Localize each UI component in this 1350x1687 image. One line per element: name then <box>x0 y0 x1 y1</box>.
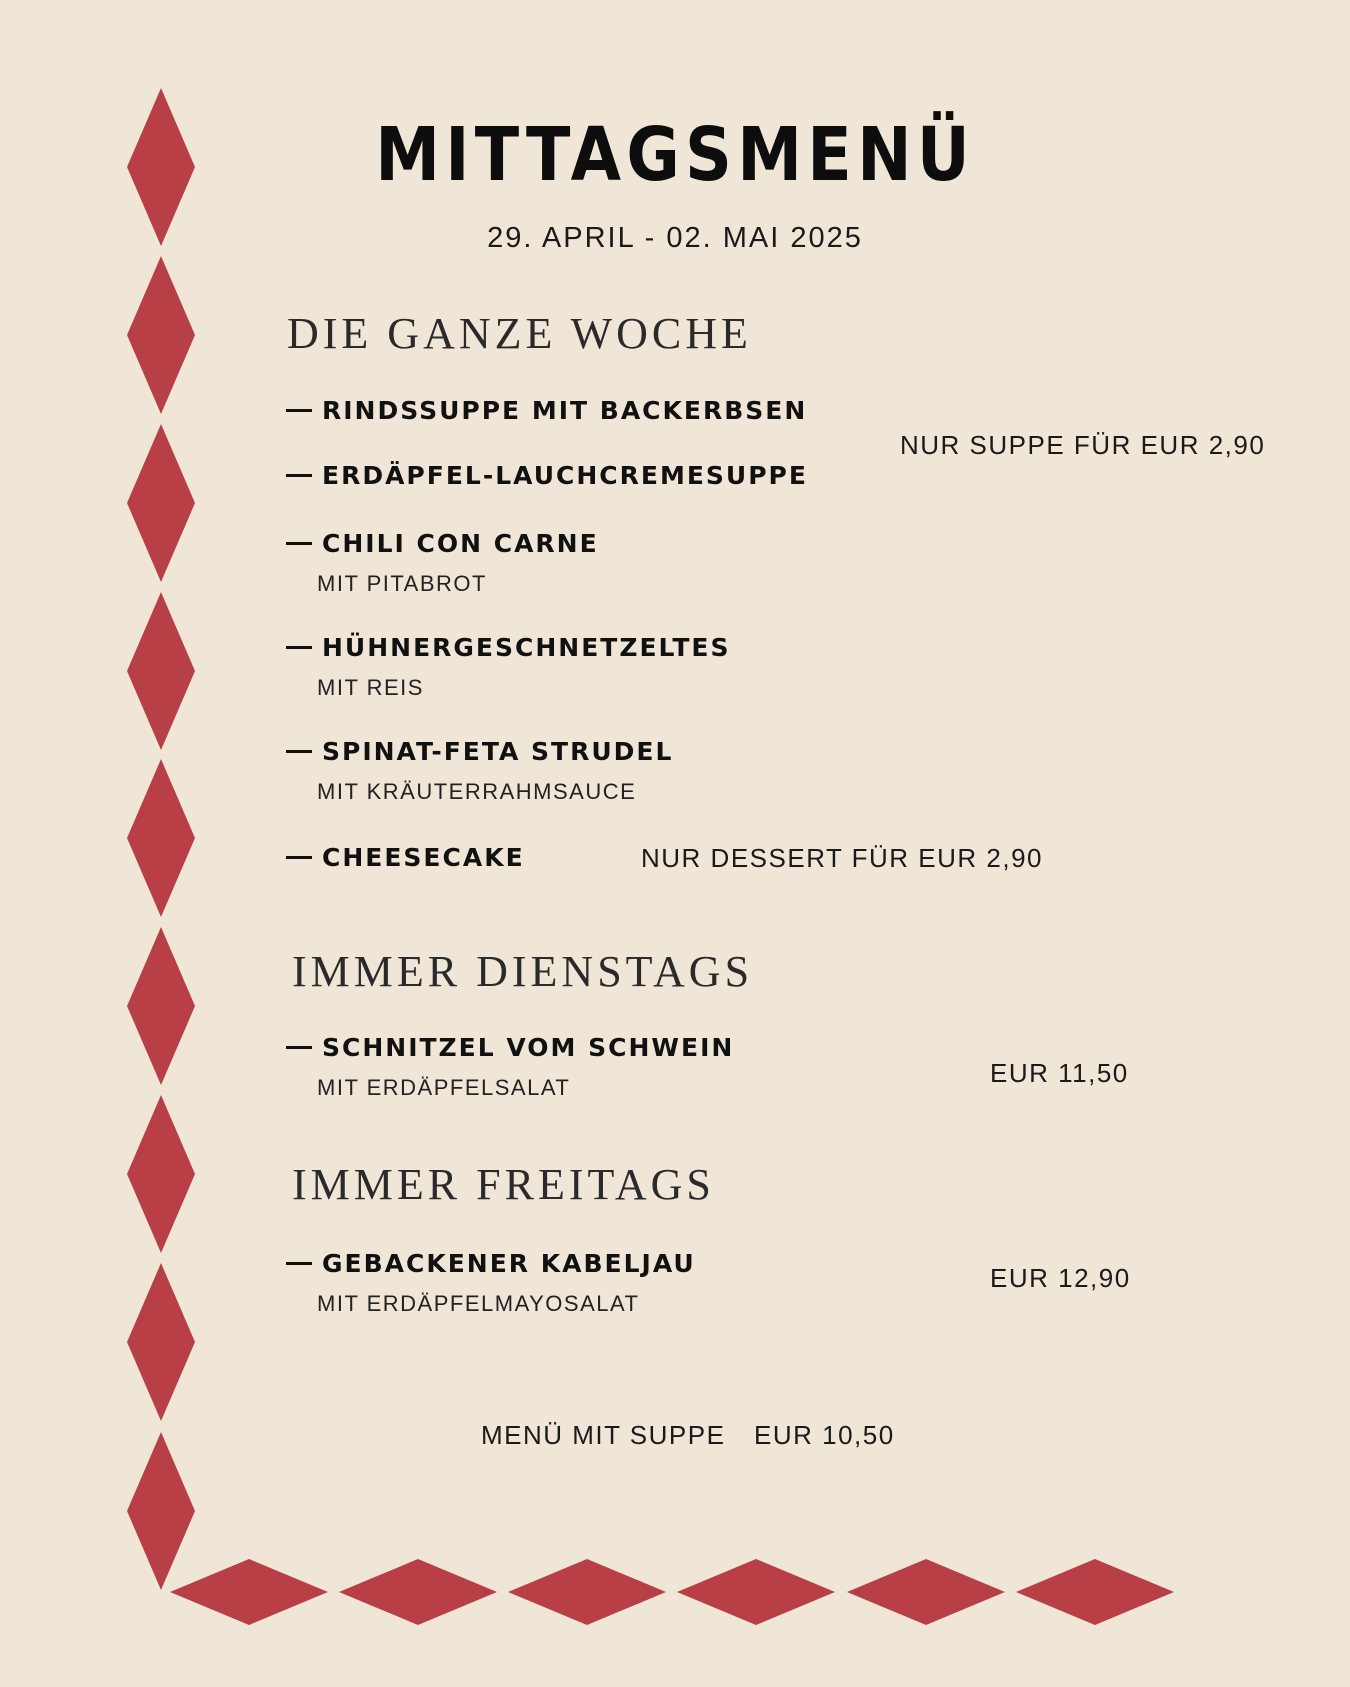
dish-name: ERDÄPFEL-LAUCHCREMESUPPE <box>322 461 808 490</box>
diamond-horizontal-3 <box>508 1559 666 1625</box>
dish-strudel <box>286 739 673 764</box>
dish-side: MIT ERDÄPFELMAYOSALAT <box>317 1291 640 1316</box>
price-schnitzel: EUR 11,50 <box>990 1058 1129 1088</box>
dish-name: SCHNITZEL VOM SCHWEIN <box>322 1033 735 1062</box>
dish-side: MIT REIS <box>317 675 424 700</box>
dish-name: SPINAT-FETA STRUDEL <box>322 737 674 766</box>
diamond-horizontal-5 <box>847 1559 1005 1625</box>
dish-side: MIT ERDÄPFELSALAT <box>317 1075 571 1100</box>
soup-note: NUR SUPPE FÜR EUR 2,90 <box>900 430 1266 460</box>
dish-name: GEBACKENER KABELJAU <box>322 1249 696 1278</box>
dish-name: RINDSSUPPE MIT BACKERBSEN <box>322 396 808 425</box>
diamond-horizontal-4 <box>677 1559 835 1625</box>
dish-cheesecake <box>286 845 525 870</box>
dish-chili <box>286 531 599 556</box>
diamond-horizontal-1 <box>170 1559 328 1625</box>
dish-side: MIT PITABROT <box>317 571 487 596</box>
dash-icon <box>286 646 312 649</box>
dish-rindssuppe <box>286 398 807 423</box>
dish-kabeljau <box>286 1251 696 1276</box>
diamond-vertical-3 <box>127 424 195 582</box>
diamond-vertical-5 <box>127 759 195 917</box>
diamond-horizontal-2 <box>339 1559 497 1625</box>
date-range: 29. APRIL - 02. MAI 2025 <box>487 222 863 254</box>
diamond-vertical-4 <box>127 592 195 750</box>
diamond-vertical-7 <box>127 1095 195 1253</box>
dash-icon <box>286 750 312 753</box>
dish-huehner <box>286 635 730 660</box>
menu-title: MITTAGSMENÜ <box>375 112 976 198</box>
diamond-vertical-2 <box>127 256 195 414</box>
dash-icon <box>286 1046 312 1049</box>
diamond-horizontal-6 <box>1016 1559 1174 1625</box>
dish-name: HÜHNERGESCHNETZELTES <box>322 633 731 662</box>
section-heading-tuesday: IMMER DIENSTAGS <box>292 947 754 996</box>
dash-icon <box>286 474 312 477</box>
dish-schnitzel <box>286 1035 734 1060</box>
dash-icon <box>286 856 312 859</box>
dish-side: MIT KRÄUTERRAHMSAUCE <box>317 779 637 804</box>
footer-price: EUR 10,50 <box>754 1420 895 1450</box>
dish-name: CHILI CON CARNE <box>322 529 599 558</box>
footer-label: MENÜ MIT SUPPE <box>481 1420 726 1450</box>
dish-lauchcremesuppe <box>286 463 808 488</box>
dessert-note: NUR DESSERT FÜR EUR 2,90 <box>641 843 1044 873</box>
dash-icon <box>286 1262 312 1265</box>
price-kabeljau: EUR 12,90 <box>990 1263 1131 1293</box>
diamond-vertical-9 <box>127 1432 195 1590</box>
dash-icon <box>286 542 312 545</box>
section-heading-week: DIE GANZE WOCHE <box>287 309 752 358</box>
section-heading-friday: IMMER FREITAGS <box>292 1160 715 1209</box>
dish-name: CHEESECAKE <box>322 843 525 872</box>
diamond-vertical-6 <box>127 927 195 1085</box>
diamond-vertical-8 <box>127 1263 195 1421</box>
dash-icon <box>286 409 312 412</box>
